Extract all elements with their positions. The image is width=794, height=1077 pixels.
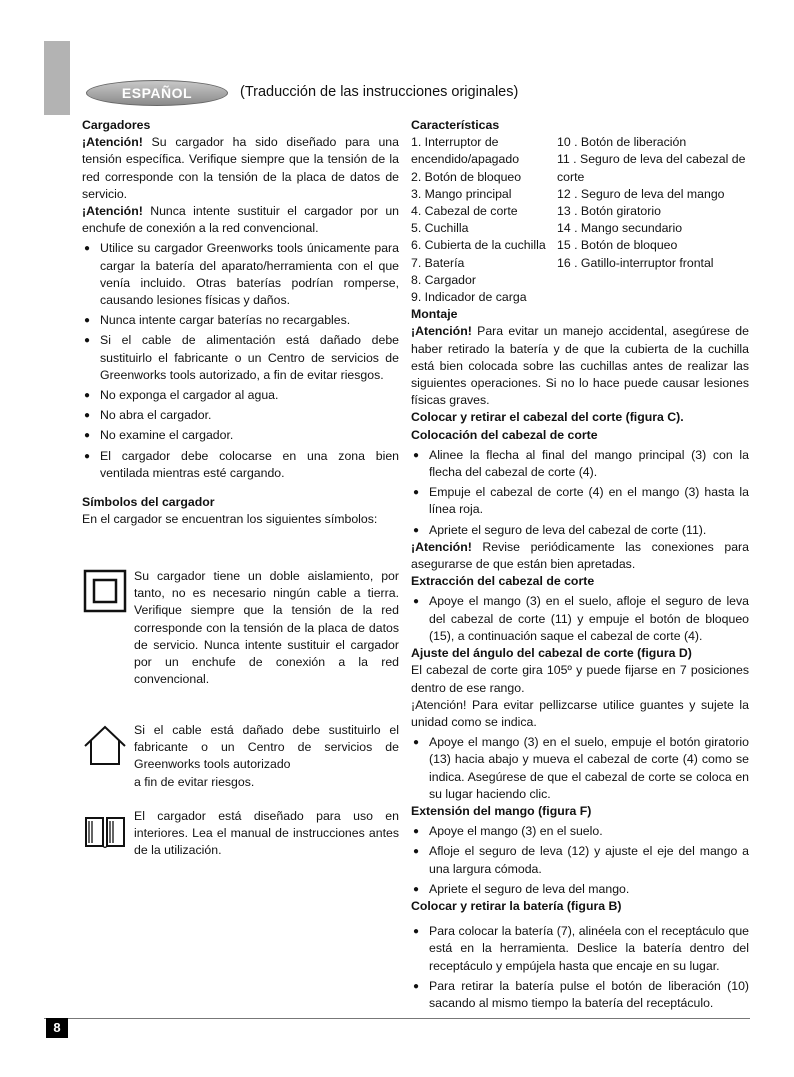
symbols-heading: Símbolos del cargador [82,495,215,510]
feature-item: 4. Cabezal de corte [411,204,518,219]
symbol-read-manual: El cargador está diseñado para uso en interiores. Lea el manual de instrucciones antes de la utilización. [82,808,399,860]
feature-item: 10 . Botón de liberación [557,135,687,150]
list-item: ● Apriete el seguro de leva del mango. [411,881,749,898]
feature-item: 8. Cargador [411,272,476,287]
left-column [82,117,399,528]
feature-item: 13 . Botón giratorio [557,204,661,219]
warning-paragraph: ¡Atención! Nunca intente sustituir el cargador por un enchufe de conexión a la red convencional. [82,204,399,236]
montaje-heading: Montaje [411,307,458,322]
feature-item: 1. Interruptor de encendido/apagado [411,135,520,167]
bullet-icon: ● [84,450,91,462]
language-badge: ESPAÑOL [86,80,228,106]
feature-item: 5. Cuchilla [411,221,469,236]
bullet-icon: ● [413,487,420,499]
features-heading: Características [411,118,500,132]
open-book-icon [82,808,128,854]
list-item: ● No exponga el cargador al agua. [82,387,399,404]
section-heading: Ajuste del ángulo del cabezal de corte (figura D) [411,646,692,661]
paragraph: El cabezal de corte gira 105º y puede fijarse en 7 posiciones dentro de ese rango. [411,663,749,695]
feature-item: 9. Indicador de carga [411,290,527,305]
footer-divider [44,1018,750,1019]
list-item: ● Para retirar la batería pulse el botón de liberación (10) sacando al mismo tiempo la batería del receptáculo. [411,978,749,1012]
bullet-icon: ● [84,410,91,422]
feature-item: 16 . Gatillo-interruptor frontal [557,255,714,270]
feature-item: 12 . Seguro de leva del mango [557,186,725,201]
list-item: ● Apriete el seguro de leva del cabezal de corte (11). [411,522,749,539]
list-item: ● Si el cable de alimentación está dañado debe sustituirlo el fabricante o un Centro de servicios de Greenworks tools autorizado, a fin de evitar riesgos. [82,332,399,384]
bullet-icon: ● [84,430,91,442]
right-column [411,117,749,1012]
side-tab-marker [44,41,70,115]
list-item: ● Nunca intente cargar baterías no recargables. [82,312,399,329]
bullet-icon: ● [84,335,91,347]
bullet-icon: ● [413,883,420,895]
symbol-double-insulation: Su cargador tiene un doble aislamiento, por tanto, no es necesario ningún cable a tierra. Verifique siempre que la tensión de la red corresponde con la tensión de la placa de datos de servicio. Nunca intente sustituir el cargador por un enchufe de conexión a la red convencional. [82,568,399,688]
section-heading: Extracción del cabezal de corte [411,574,595,589]
double-insulation-icon [82,568,128,614]
feature-item: 3. Mango principal [411,186,512,201]
feature-item: 2. Botón de bloqueo [411,169,522,184]
list-item: ● Para colocar la batería (7), alinéela con el receptáculo que está en la herramienta. Deslice la batería dentro del receptáculo y empújela hasta que encaje en su lugar. [411,923,749,975]
section-heading: Colocar y retirar el cabezal del corte (figura C). [411,410,684,425]
cargadores-heading: Cargadores [82,118,151,132]
feature-item: 6. Cubierta de la cuchilla [411,238,546,253]
list-item: ● No examine el cargador. [82,427,399,444]
paragraph: ¡Atención! Para evitar pellizcarse utilice guantes y sujete la unidad como se indica. [411,697,749,729]
bullet-icon: ● [413,449,420,461]
warning-paragraph: ¡Atención! Revise periódicamente las conexiones para asegurarse de que están bien apretadas. [411,539,749,572]
section-heading: Colocar y retirar la batería (figura B) [411,898,622,913]
list-item: ● No abra el cargador. [82,407,399,424]
list-item: ● El cargador debe colocarse en una zona bien ventilada mientras esté cargando. [82,448,399,482]
list-item: ● Apoye el mango (3) en el suelo, afloje el seguro de leva del cabezal de corte (11) y empuje el botón de bloqueo (15), a continuación saque el cabezal de corte (4). [411,593,749,645]
warning-paragraph: ¡Atención! Su cargador ha sido diseñado para una tensión específica. Verifique siempre que la tensión de la red corresponde con la tensión de la placa de datos de servicio. [82,135,399,201]
bullet-icon: ● [84,315,91,327]
bullet-icon: ● [413,737,420,749]
warning-paragraph: ¡Atención! Para evitar un manejo accidental, asegúrese de haber retirado la batería y de que la cubierta de la cuchilla está bien colocada sobre las cuchillas antes de realizar las siguientes operaciones. Si no lo hace puede causar lesiones físicas graves. [411,324,749,408]
section-heading: Extensión del mango (figura F) [411,803,592,818]
bullet-icon: ● [413,980,420,992]
list-item: ● Utilice su cargador Greenworks tools únicamente para cargar la batería del aparato/herramienta con el que venía incluido. Otras baterías podrían romperse, causando lesiones físicas y daños. [82,240,399,309]
section-heading: Colocación del cabezal de corte [411,427,598,442]
feature-item: 14 . Mango secundario [557,221,683,236]
bullet-icon: ● [413,596,420,608]
list-item: ● Afloje el seguro de leva (12) y ajuste el eje del mango a una largura cómoda. [411,843,749,877]
list-item: ● Apoye el mango (3) en el suelo. [411,823,749,840]
symbol-indoor-use: Si el cable está dañado debe sustituirlo el fabricante o un Centro de servicios de Greenworks tools autorizado a fin de evitar riesgos. [82,722,399,791]
house-icon [82,722,128,768]
list-item: ● Empuje el cabezal de corte (4) en el mango (3) hasta la línea roja. [411,484,749,518]
page-number: 8 [46,1018,68,1038]
feature-item: 11 . Seguro de leva del cabezal de corte [557,152,746,184]
bullet-icon: ● [84,390,91,402]
list-item: ● Alinee la flecha al final del mango principal (3) con la flecha del cabezal de corte (4). [411,447,749,481]
bullet-icon: ● [413,926,420,938]
feature-item: 15 . Botón de bloqueo [557,238,678,253]
feature-item: 7. Batería [411,255,465,270]
bullet-icon: ● [84,243,91,255]
bullet-icon: ● [413,846,420,858]
bullet-icon: ● [413,826,420,838]
bullet-icon: ● [413,524,420,536]
features-list [411,134,749,306]
translation-note: (Traducción de las instrucciones originales) [240,84,519,100]
symbols-intro: En el cargador se encuentran los siguientes símbolos: [82,512,378,527]
list-item: ● Apoye el mango (3) en el suelo, empuje el botón giratorio (13) hacia abajo y mueva el cabezal de corte (4) como se indica. Asegúrese de que el cabezal de corte se coloca en su lugar haciendo clic. [411,734,749,803]
